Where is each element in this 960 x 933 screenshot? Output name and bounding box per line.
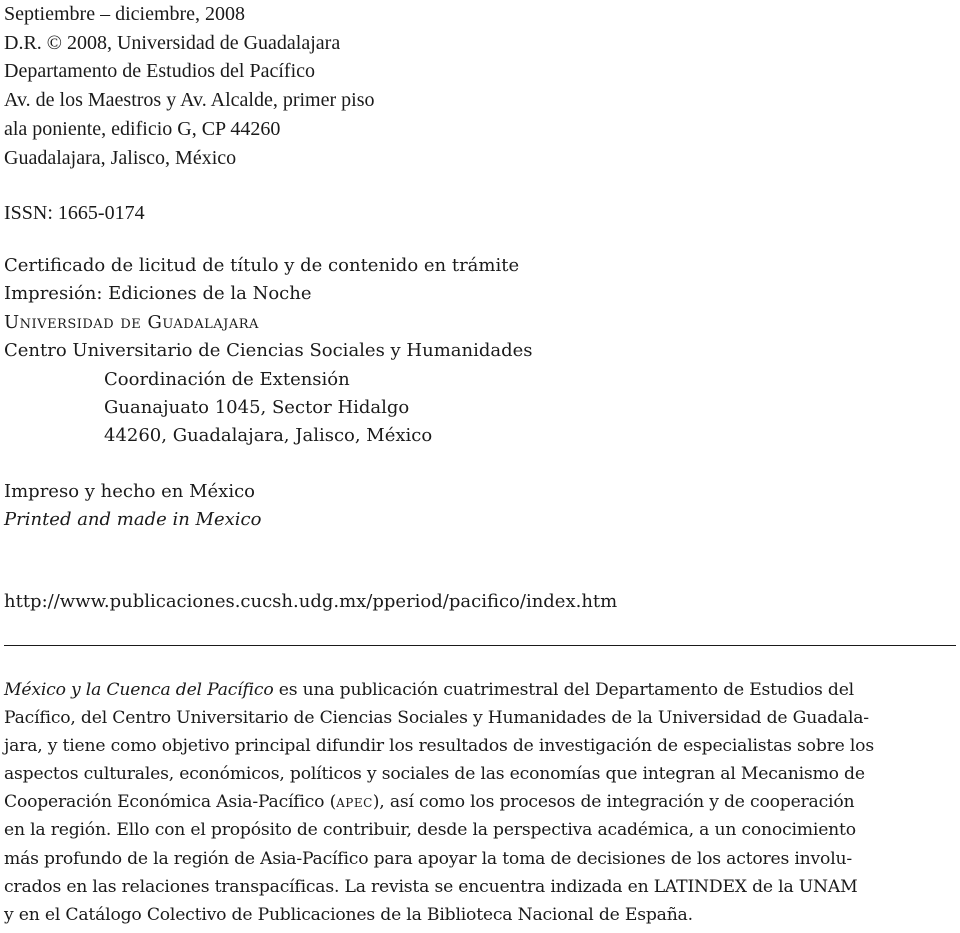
description-line-3: jara, y tiene como objetivo principal difundir los resultados de investigación de especialistas sobre los [4, 736, 874, 757]
journal-description [4, 676, 956, 929]
description-line-9: y en el Catálogo Colectivo de Publicaciones de la Biblioteca Nacional de España. [4, 904, 693, 925]
url-block [4, 588, 617, 616]
copyright-line: D.R. © 2008, Universidad de Guadalajara [4, 31, 341, 54]
description-line-1: es una publicación cuatrimestral del Departamento de Estudios del [273, 680, 854, 700]
address-line-2: ala poniente, edificio G, CP 44260 [4, 117, 281, 140]
coordination-line: Coordinación de Extensión [104, 368, 350, 390]
address-line-1: Av. de los Maestros y Av. Alcalde, primer piso [4, 89, 375, 112]
university-name: Universidad de Guadalajara [4, 311, 259, 333]
description-line-7: más profundo de la región de Asia-Pacífico para apoyar la toma de decisiones de los actores involu- [4, 848, 852, 869]
made-in-mexico-en: Printed and made in Mexico [4, 509, 262, 531]
description-line-5b: ), así como los procesos de integración y de cooperación [372, 792, 855, 813]
issn-line: ISSN: 1665-0174 [4, 202, 145, 225]
street-line: Guanajuato 1045, Sector Hidalgo [104, 397, 410, 419]
printing-line: Impresión: Ediciones de la Noche [4, 283, 312, 305]
city-line: Guadalajara, Jalisco, México [4, 146, 237, 169]
imprint-block [4, 0, 375, 228]
description-line-2: Pacífico, del Centro Universitario de Ciencias Sociales y Humanidades de la Universidad de Guadala- [4, 708, 869, 729]
licit-certificate-line: Certificado de licitud de título y de contenido en trámite [4, 255, 520, 276]
journal-url[interactable]: http://www.publicaciones.cucsh.udg.mx/pperiod/pacifico/index.htm [4, 591, 618, 612]
department-line: Departamento de Estudios del Pacífico [4, 60, 316, 83]
description-line-8: crados en las relaciones transpacíficas. La revista se encuentra indizada en LATINDEX de la UNAM [4, 876, 858, 897]
description-line-4: aspectos culturales, económicos, políticos y sociales de las economías que integran al Mecanismo de [4, 764, 865, 785]
description-line-6: en la región. Ello con el propósito de contribuir, desde la perspectiva académica, a un conocimiento [4, 820, 856, 841]
postal-city-line: 44260, Guadalajara, Jalisco, México [104, 425, 433, 447]
apec-acronym: apec [336, 792, 373, 813]
publication-date: Septiembre – diciembre, 2008 [4, 3, 246, 25]
horizontal-divider [4, 645, 956, 646]
certificate-block [4, 252, 533, 535]
made-in-mexico-es: Impreso y hecho en México [4, 480, 255, 502]
description-line-5a: Cooperación Económica Asia-Pacífico ( [4, 792, 337, 813]
journal-title: México y la Cuenca del Pacífico [4, 680, 274, 700]
center-line: Centro Universitario de Ciencias Sociales y Humanidades [4, 340, 533, 362]
